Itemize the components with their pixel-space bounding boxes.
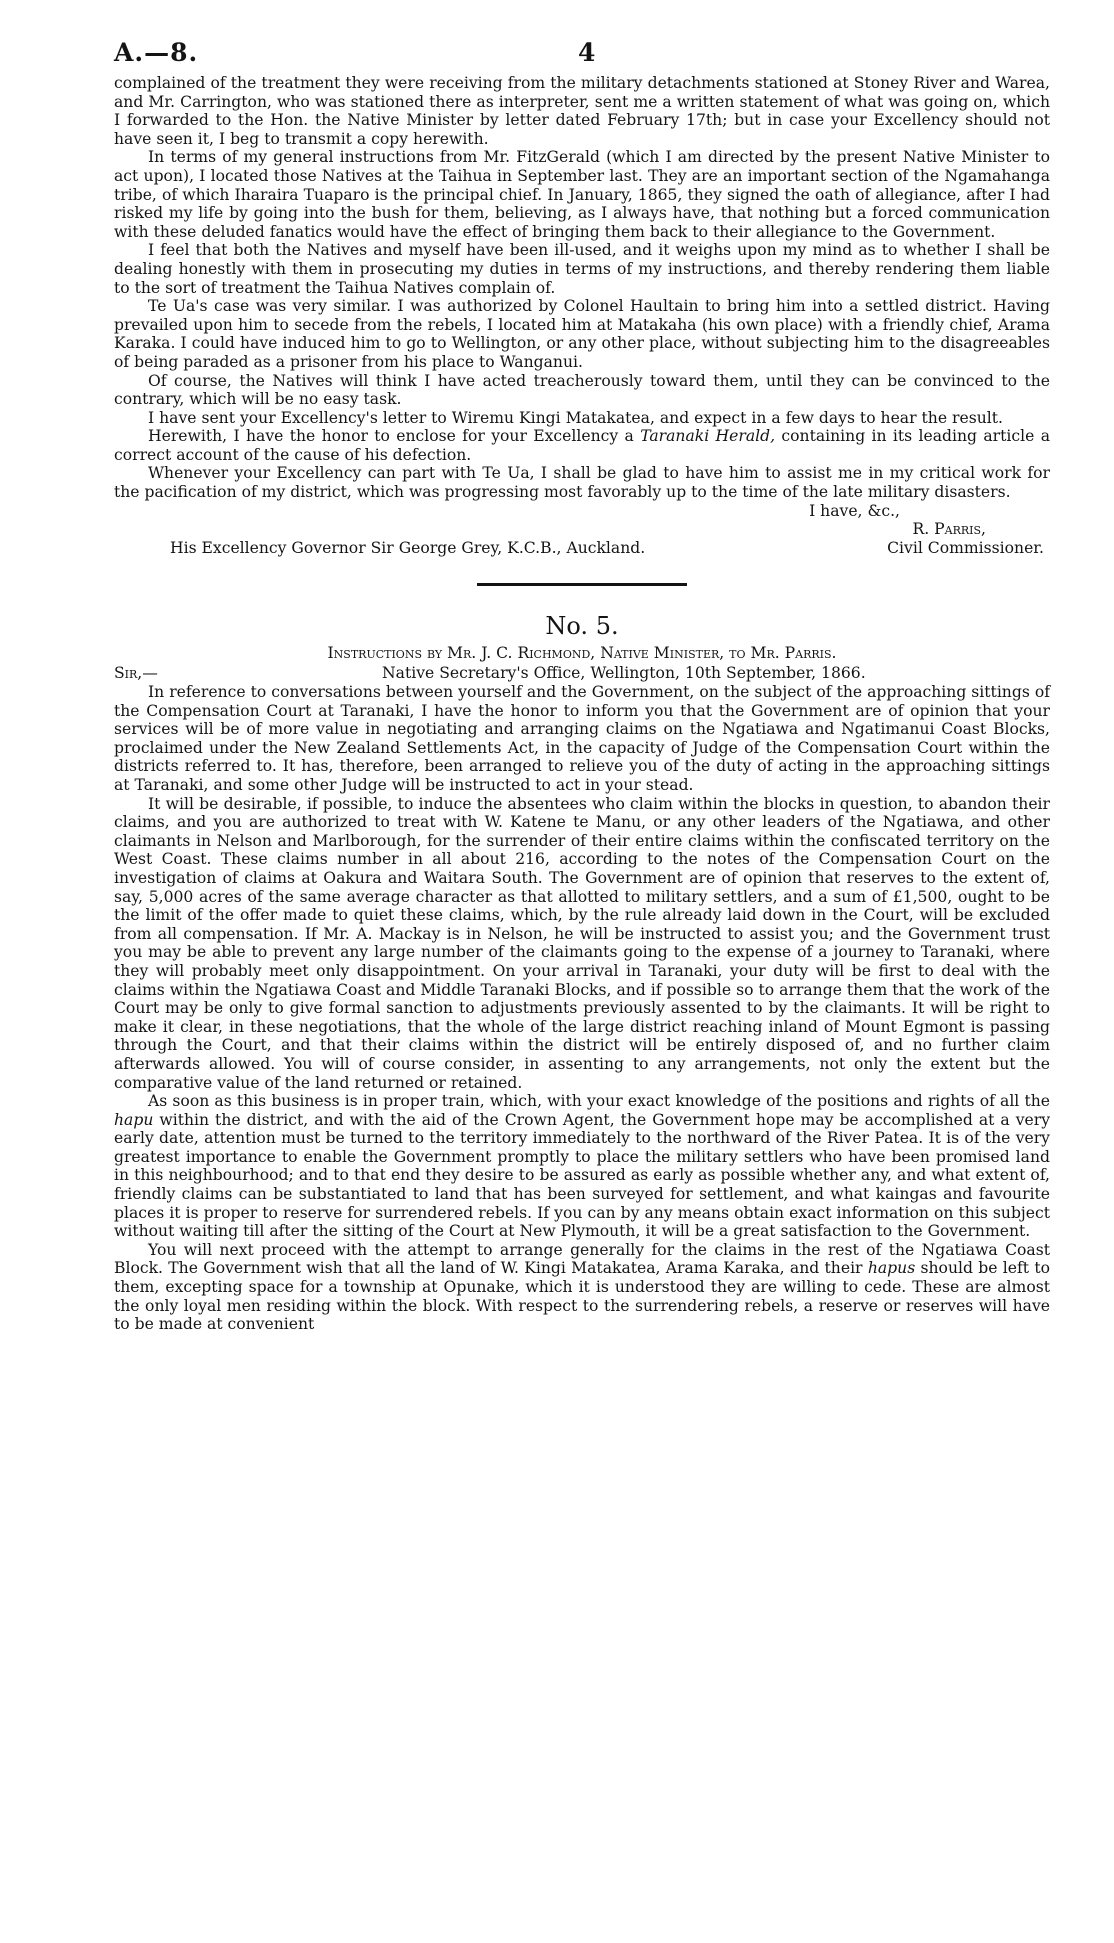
closing-row <box>114 502 1050 521</box>
instructions-body <box>114 683 1050 1334</box>
salutation: Sir,— <box>114 664 158 683</box>
paragraph: Of course, the Natives will think I have acted treacherously toward them, until they can be convinced to the contrary, which will be no easy task. <box>114 371 1050 409</box>
document-heading: Instructions by Mr. J. C. Richmond, Native Minister, to Mr. Parris. <box>327 644 837 663</box>
signature-title: Civil Commissioner. <box>887 538 1044 557</box>
paragraph: Whenever your Excellency can part with Te Ua, I shall be glad to have him to assist me in my critical work for the pacification of my district, which was progressing most favorably up to the time of the late military disasters. <box>114 464 1050 502</box>
text-run: within the district, and with the aid of the Crown Agent, the Government hope may be accomplished at a very early date, attention must be turned to the territory immediately to the northward of the River Patea. It is of the very greatest importance to enable the Government promptly to place the military settlers who have been promised land in this neighbourhood; and to that end they desire to be assured as early as possible whether any, and what extent of, friendly claims can be substantiated to land that has been surveyed for settlement, and what kaingas and favourite places it is proper to reserve for surrendered rebels. If you can by any means obtain exact information on this subject without waiting till after the sitting of the Court at New Plymouth, it will be a great satisfaction to the Government. <box>114 1110 1050 1241</box>
page-header <box>114 38 1050 74</box>
document-number: No. 5. <box>545 612 619 641</box>
text-run: containing in its leading article a correct account of the cause of his defection. <box>114 427 1050 464</box>
closing: I have, &c., <box>809 501 900 520</box>
paragraph <box>114 1092 1050 1241</box>
dateline: Native Secretary's Office, Wellington, 10th September, 1866. <box>382 664 866 683</box>
paragraph: In terms of my general instructions from Mr. FitzGerald (which I am directed by the present Native Minister to act upon), I located those Natives at the Taihua in September last. They are an important section of the Ngamahanga tribe, of which Iharaira Tuaparo is the principal chief. In January, 1865, they signed the oath of allegiance, after I had risked my life by going into the bush for them, believing, as I always have, that nothing but a forced communication with these deluded fanatics would have the effect of bringing them back to their allegiance to the Government. <box>114 148 1050 241</box>
paragraph: In reference to conversations between yourself and the Government, on the subject of the approaching sittings of the Compensation Court at Taranaki, I have the honor to inform you that the Government are of opinion that your services will be of more value in negotiating and arranging claims on the Ngatiawa and Ngatimanui Coast Blocks, proclaimed under the New Zealand Settlements Act, in the capacity of Judge of the Compensation Court within the districts referred to. It has, therefore, been arranged to relieve you of the duty of acting in the approaching sittings at Taranaki, and some other Judge will be instructed to act in your stead. <box>114 683 1050 794</box>
text-run: Herewith, I have the honor to enclose for your Excellency a <box>148 427 641 446</box>
salutation-row <box>114 664 1050 683</box>
paragraph: It will be desirable, if possible, to induce the absentees who claim within the blocks in question, to abandon their claims, and you are authorized to treat with W. Katene te Manu, or any other leaders of the Ngatiawa, and other claimants in Nelson and Marlborough, for the surrender of their entire claims within the confiscated territory on the West Coast. These claims number in all about 216, according to the notes of the Compensation Court on the investigation of claims at Oakura and Waitara South. The Government are of opinion that reserves to the extent of, say, 5,000 acres of the same average character as that allotted to military settlers, and a sum of £1,500, ought to be the limit of the offer made to quiet these claims, which, by the rule already laid down in the Court, will be excluded from all compensation. If Mr. A. Mackay is in Nelson, he will be instructed to assist you; and the Government trust you may be able to prevent any large number of the claimants going to the expense of a journey to Taranaki, where they will probably meet only disappointment. On your arrival in Taranaki, your duty will be first to deal with the claims within the Ngatiawa Coast and Middle Taranaki Blocks, and if possible so to arrange them that the work of the Court may be only to give formal sanction to adjustments previously assented to by the claimants. It will be right to make it clear, in these negotiations, that the whole of the large district reaching inland of Mount Egmont is passing through the Court, and that their claims within the district will be entirely disposed of, and no further claim afterwards allowed. You will of course consider, in assenting to any arrangements, not only the extent but the comparative value of the land returned or retained. <box>114 794 1050 1092</box>
newspaper-title: Taranaki Herald, <box>640 427 776 446</box>
text-run: You will next proceed with the attempt to arrange generally for the claims in the rest of the Ngatiawa Coast Block. The Government wish that all the land of W. Kingi Matakatea, Arama Karaka, and their <box>114 1240 1050 1278</box>
text-run: As soon as this business is in proper train, which, with your exact knowledge of the positions and rights of all the <box>148 1092 1050 1111</box>
address-row <box>114 539 1050 558</box>
addressee: His Excellency Governor Sir George Grey, K.C.B., Auckland. <box>170 538 646 557</box>
paragraph: complained of the treatment they were receiving from the military detachments stationed at Stoney River and Warea, and Mr. Carrington, who was stationed there as interpreter, sent me a written statement of what was going on, which I forwarded to the Hon. the Native Minister by letter dated February 17th; but in case your Excellency should not have seen it, I beg to transmit a copy herewith. <box>114 74 1050 148</box>
paragraph: I have sent your Excellency's letter to Wiremu Kingi Matakatea, and expect in a few days to hear the result. <box>148 408 1003 427</box>
maori-term: hapus <box>867 1259 916 1278</box>
maori-term: hapu <box>114 1110 154 1129</box>
signature-name: R. Parris, <box>912 520 986 539</box>
document-reference: A.—8. <box>114 38 199 67</box>
paragraph-herald <box>114 427 1050 464</box>
letter-continued <box>114 74 1050 557</box>
paragraph: Te Ua's case was very similar. I was authorized by Colonel Haultain to bring him into a settled district. Having prevailed upon him to secede from the rebels, I located him at Matakaha (his own place) with a friendly chief, Arama Karaka. I could have induced him to go to Wellington, or any other place, without subjecting him to the disagreeables of being paraded as a prisoner from his place to Wanganui. <box>114 297 1050 371</box>
text-run: should be left to them, excepting space for a township at Opunake, which it is understood they are willing to cede. These are almost the only loyal men residing within the block. With respect to the surrendering rebels, a reserve or reserves will have to be made at convenient <box>114 1259 1050 1334</box>
page-number: 4 <box>578 38 596 67</box>
section-divider <box>477 583 687 586</box>
paragraph <box>114 1241 1050 1334</box>
paragraph: I feel that both the Natives and myself have been ill-used, and it weighs upon my mind as to whether I shall be dealing honestly with them in prosecuting my duties in terms of my instructions, and thereby rendering them liable to the sort of treatment the Taihua Natives complain of. <box>114 241 1050 297</box>
